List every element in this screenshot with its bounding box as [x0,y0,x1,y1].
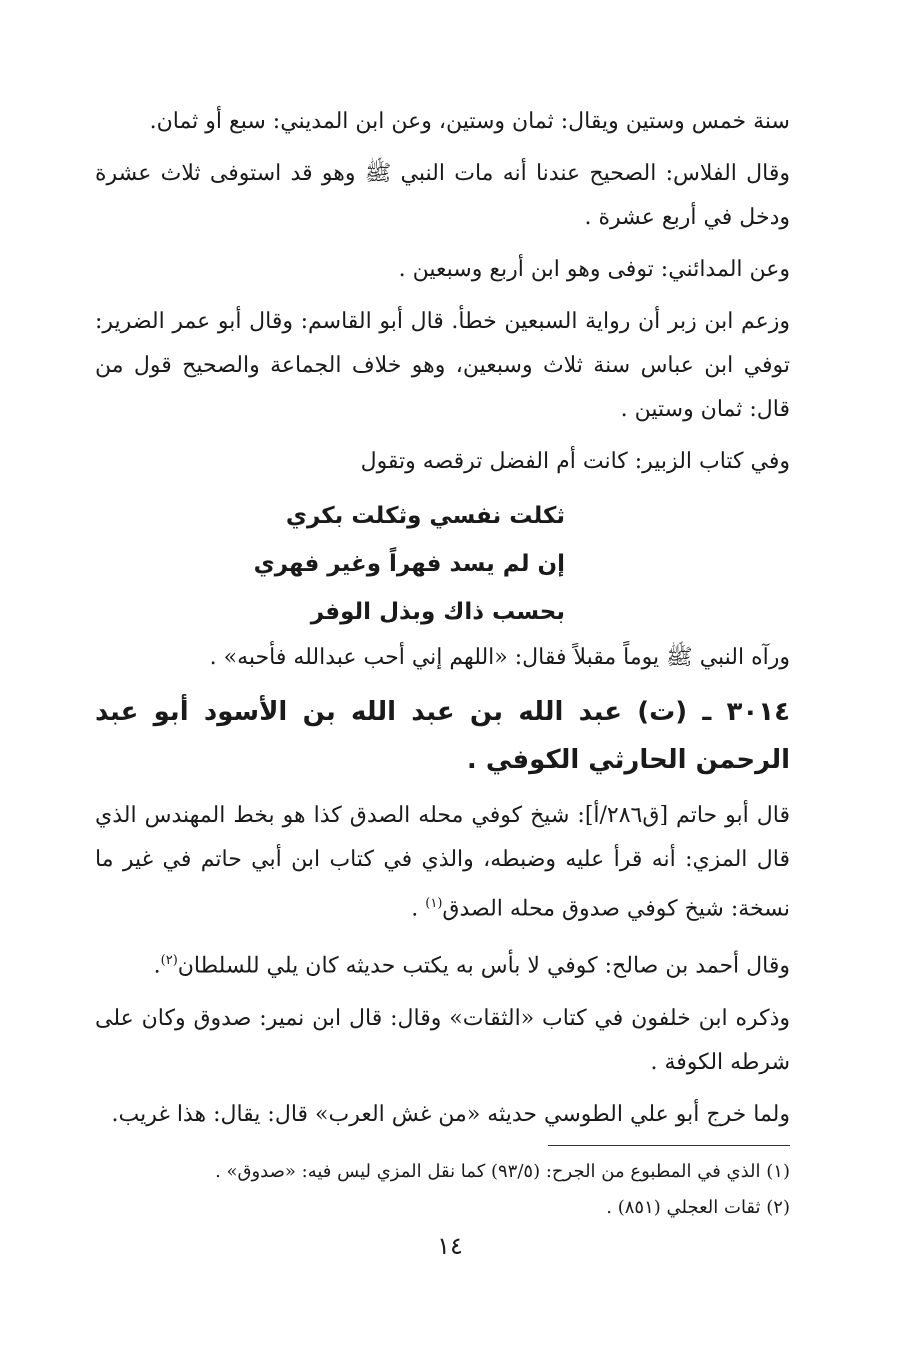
paragraph-fallas: وقال الفلاس: الصحيح عندنا أنه مات النبي ﷺ وهو قد استوفى ثلاث عشرة ودخل في أربع عشرة . [95,161,790,230]
paragraph-end: . [153,953,161,979]
paragraph-text: وقال أحمد بن صالح: كوفي لا بأس به يكتب حديثه كان يلي للسلطان [177,953,790,979]
footnote-divider [548,1145,790,1146]
paragraph-ibn-khalfun: وذكره ابن خلفون في كتاب «الثقات» وقال: قال ابن نمير: صدوق وكان على شرطه الكوفة . [95,1005,790,1075]
paragraph-abu-hatim [95,794,790,931]
footnote-ref: (١) [425,896,443,911]
poem-verses [95,492,790,636]
paragraph-prophet-saw: ورآه النبي ﷺ يوماً مقبلاً فقال: «اللهم إني أحب عبدالله فأحبه» . [209,645,790,670]
paragraph-zubayr: وفي كتاب الزبير: كانت أم الفضل ترقصه وتقول [360,449,790,474]
paragraph-end: . [411,896,426,922]
footnotes [95,1154,790,1226]
verse-line: بحسب ذاك وبذل الوفر [310,599,565,625]
footnote-ref: (٢) [160,953,178,969]
paragraph-text: قال أبو حاتم [ق٢٨٦/أ]: شيخ كوفي محله الصدق كذا هو بخط المهندس الذي قال المزي: أنه قرأ عليه وضبطه، والذي في كتاب ابن أبي حاتم في غير ما نسخة: شيخ كوفي صدوق محله الصدق [95,803,790,922]
verse-line: إن لم يسد فهراً وغير فهري [253,551,565,577]
page-number: ١٤ [437,1232,463,1260]
page-body [95,100,790,1226]
paragraph-madaini: وعن المدائني: توفى وهو ابن أربع وسبعين . [398,257,790,282]
entry-heading: ٣٠١٤ ـ (ت) عبد الله بن عبد الله بن الأسود أبو عبد الرحمن الحارثي الكوفي . [95,697,790,775]
verse-line: ثكلت نفسي وثكلت بكري [285,503,565,529]
footnote-2: (٢) ثقات العجلي (٨٥١) . [606,1196,790,1218]
paragraph-ibn-zabr: وزعم ابن زبر أن رواية السبعين خطأ. قال أبو القاسم: وقال أبو عمر الضرير: توفي ابن عباس سنة ثلاث وسبعين، وهو خلاف الجماعة والصحيح قول من قال: ثمان وستين . [95,309,790,422]
footnote-1: (١) الذي في المطبوع من الجرح: (٩٣/٥) كما نقل المزي ليس فيه: «صدوق» . [215,1160,790,1182]
paragraph-death-year: سنة خمس وستين ويقال: ثمان وستين، وعن ابن المديني: سبع أو ثمان. [149,109,790,134]
paragraph-ahmad-salih [95,939,790,988]
paragraph-tusi: ولما خرج أبو علي الطوسي حديثه «من غش العرب» قال: يقال: هذا غريب. [111,1101,790,1127]
